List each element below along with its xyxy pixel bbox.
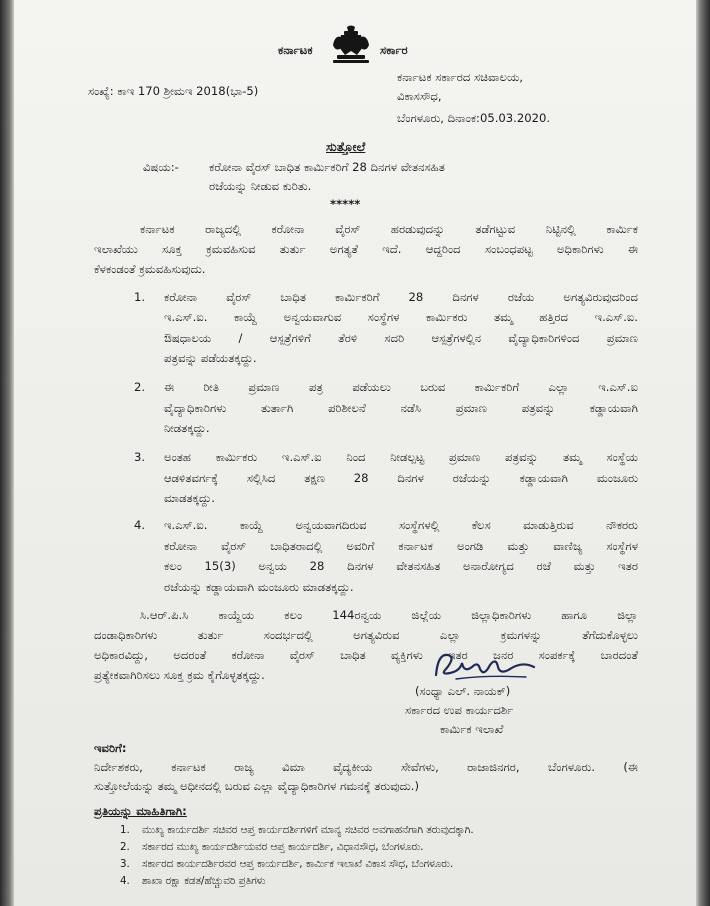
copy-item: ಮುಖ್ಯ ಕಾರ್ಯದರ್ಶಿ ಸಚಿವರ ಆಪ್ತ ಕಾರ್ಯದರ್ಶಿಗಳಿಗೆ ಮಾನ್ಯ ಸಚಿವರ ಅವಗಾಹನೆಗಾಗಿ ತರುವುದಕ್ಕಾಗಿ. <box>142 824 474 836</box>
point-number: 1. <box>134 290 146 304</box>
copy-number: 2. <box>120 841 130 853</box>
signatory-department: ಕಾರ್ಮಿಕ ಇಲಾಖೆ <box>440 722 504 736</box>
point-line: ಈ ರೀತಿ ಪ್ರಮಾಣ ಪತ್ರ ಪಡೆಯಲು ಬರುವ ಕಾರ್ಮಿಕರಿಗೆ ಎಲ್ಲಾ ಇ.ಎಸ್.ಐ <box>164 380 638 394</box>
divider-stars: ***** <box>330 197 361 211</box>
point-line: ಪತ್ರವನ್ನು ಪಡೆಯತಕ್ಕದ್ದು. <box>164 351 257 365</box>
point-line: ವೈದ್ಯಾಧಿಕಾರಿಗಳು ತುರ್ತಾಗಿ ಪರಿಶೀಲನೆ ನಡೆಸಿ ಪ್ರಮಾಣ ಪತ್ರವನ್ನು ಕಡ್ಡಾಯವಾಗಿ <box>164 401 638 415</box>
point-line: ಕರೋನಾ ವೈರಸ್ ಬಾಧಿತರಾದಲ್ಲಿ ಅವರಿಗೆ ಕರ್ನಾಟಕ ಅಂಗಡಿ ಮತ್ತು ವಾಣಿಜ್ಯ ಸಂಸ್ಥೆಗಳ <box>164 539 638 553</box>
signatory-name: (ಸಂಧ್ಯಾ ಎಲ್. ನಾಯಕ್) <box>415 684 511 698</box>
closing-line: ಸಿ.ಆರ್.ಪಿ.ಸಿ ಕಾಯ್ದೆಯ ಕಲಂ 144ರನ್ವಯ ಜಿಲ್ಲೆಯ ಜಿಲ್ಲಾಧಿಕಾರಿಗಳು ಹಾಗೂ ಜಿಲ್ಲಾ <box>140 608 638 622</box>
point-number: 2. <box>134 380 146 394</box>
closing-line: ಪ್ರತ್ಯೇಕವಾಗಿರಿಸಲು ಸೂಕ್ತ ಕ್ರಮ ಕೈಗೊಳ್ಳತಕ್ಕದ್ದು. <box>94 668 265 682</box>
government-label-left: ಕರ್ನಾಟಕ <box>278 43 313 57</box>
copy-number: 4. <box>120 875 130 887</box>
point-number: 4. <box>134 518 146 532</box>
subject-line-2: ರಜೆಯನ್ನು ನೀಡುವ ಕುರಿತು. <box>209 179 312 193</box>
point-line: ಔಷಧಾಲಯ / ಆಸ್ಪತ್ರೆಗಳಿಗೆ ತೆರಳಿ ಸದರಿ ಆಸ್ಪತ್ರೆಗಳಲ್ಲಿನ ವೈದ್ಯಾಧಿಕಾರಿಗಳಿಂದ ಪ್ರಮಾಣ <box>164 331 638 345</box>
office-building: ವಿಕಾಸಸೌಧ, <box>397 89 442 103</box>
point-line: ಆಡಳಿತವರ್ಗಕ್ಕೆ ಸಲ್ಲಿಸಿದ ತಕ್ಷಣ 28 ದಿನಗಳ ರಜೆಯನ್ನು ಕಡ್ಡಾಯವಾಗಿ ಮಂಜೂರು <box>164 471 638 485</box>
place-and-date: ಬೆಂಗಳೂರು, ದಿನಾಂಕ:05.03.2020. <box>397 111 551 125</box>
copy-item: ಸರ್ಕಾರದ ಮುಖ್ಯ ಕಾರ್ಯದರ್ಶಿಯವರ ಆಪ್ತ ಕಾರ್ಯದರ್ಶಿ, ವಿಧಾನಸೌಧ, ಬೆಂಗಳೂರು. <box>142 841 424 853</box>
point-line: ಅಂತಹ ಕಾರ್ಮಿಕರು ಇ.ಎಸ್.ಐ ನಿಂದ ನೀಡಲ್ಪಟ್ಟ ಪ್ರಮಾಣ ಪತ್ರವನ್ನು ತಮ್ಮ ಸಂಸ್ಥೆಯ <box>164 450 638 464</box>
intro-line: ಕರ್ನಾಟಕ ರಾಜ್ಯದಲ್ಲಿ ಕರೋನಾ ವೈರಸ್ ಹರಡುವುದನ್ನು ತಡೆಗಟ್ಟುವ ನಿಟ್ಟಿನಲ್ಲಿ ಕಾರ್ಮಿಕ <box>140 222 638 236</box>
office-name: ಕರ್ನಾಟಕ ಸರ್ಕಾರದ ಸಚಿವಾಲಯ, <box>397 70 524 84</box>
intro-line: ಕೆಳಕಂಡಂತೆ ಕ್ರಮವಹಿಸುವುದು. <box>94 262 206 276</box>
copy-number: 1. <box>120 824 130 836</box>
to-line: ಸುತ್ತೋಲೆಯನ್ನು ತಮ್ಮ ಅಧೀನದಲ್ಲಿ ಬರುವ ಎಲ್ಲಾ ವೈದ್ಯಾಧಿಕಾರಿಗಳ ಗಮನಕ್ಕೆ ತರುವುದು.) <box>94 779 419 793</box>
scan-edge-left <box>0 0 14 906</box>
point-line: ಕರೋನಾ ವೈರಸ್ ಬಾಧಿತ ಕಾರ್ಮಿಕರಿಗೆ 28 ದಿನಗಳ ರಜೆಯ ಅಗತ್ಯವಿರುವುದರಿಂದ <box>164 290 638 304</box>
subject-label: ವಿಷಯ:- <box>143 160 179 174</box>
closing-line: ಅಧಿಕಾರವಿದ್ದು, ಅದರಂತೆ ಕರೋನಾ ವೈರಸ್ ಬಾಧಿತ ವ್ಯಕ್ತಿಗಳು ಇತರ ಜನರ ಸಂಪರ್ಕಕ್ಕೆ ಬಾರದಂತೆ <box>94 648 638 662</box>
point-line: ನೀಡತಕ್ಕದ್ದು. <box>164 421 210 435</box>
point-line: ರಜೆಯನ್ನು ಕಡ್ಡಾಯವಾಗಿ ಮಂಜೂರು ಮಾಡತಕ್ಕದ್ದು. <box>164 580 354 594</box>
reference-number: ಸಂಖ್ಯೆ: ಕಾಇ 170 ಶ್ರೀಮಇ 2018(ಭಾ-5) <box>88 84 259 98</box>
subject-line-1: ಕರೋನಾ ವೈರಸ್ ಬಾಧಿತ ಕಾರ್ಮಿಕರಿಗೆ 28 ದಿನಗಳ ವೇತನಸಹಿತ <box>209 160 445 174</box>
point-number: 3. <box>134 450 146 464</box>
government-label-right: ಸರ್ಕಾರ <box>380 43 408 57</box>
copy-number: 3. <box>120 858 130 870</box>
point-line: ಇ.ಎಸ್.ಐ. ಕಾಯ್ದೆ ಅನ್ವಯವಾಗದಿರುವ ಸಂಸ್ಥೆಗಳಲ್ಲಿ ಕೆಲಸ ಮಾಡುತ್ತಿರುವ ನೌಕರರು <box>164 518 638 532</box>
signatory-designation: ಸರ್ಕಾರದ ಉಪ ಕಾರ್ಯದರ್ಶಿ <box>405 703 514 717</box>
state-emblem-icon <box>327 25 375 65</box>
signature-scribble <box>426 645 546 687</box>
circular-title: ಸುತ್ತೋಲೆ <box>326 139 366 154</box>
point-line: ಮಾಡತಕ್ಕದ್ದು. <box>164 491 215 505</box>
to-label: ಇವರಿಗೆ: <box>94 741 127 755</box>
copies-label: ಪ್ರತಿಯನ್ನು ಮಾಹಿತಿಗಾಗಿ: <box>94 804 187 818</box>
intro-line: ಇಲಾಖೆಯು ಸೂಕ್ತ ಕ್ರಮವಹಿಸುವ ತುರ್ತು ಅಗತ್ಯತೆ ಇದೆ. ಆದ್ದರಿಂದ ಸಂಬಂಧಪಟ್ಟ ಅಧಿಕಾರಿಗಳು ಈ <box>94 242 638 256</box>
scan-edge-right <box>696 0 710 906</box>
closing-line: ದಂಡಾಧಿಕಾರಿಗಳು ತುರ್ತು ಸಂದರ್ಭದಲ್ಲಿ ಅಗತ್ಯವಿರುವ ಎಲ್ಲಾ ಕ್ರಮಗಳನ್ನು ತೆಗೆದುಕೊಳ್ಳಲು <box>94 628 638 642</box>
to-line: ನಿರ್ದೇಶಕರು, ಕರ್ನಾಟಕ ರಾಜ್ಯ ವಿಮಾ ವೈದ್ಯಕೀಯ ಸೇವೆಗಳು, ರಾಜಾಜಿನಗರ, ಬೆಂಗಳೂರು. (ಈ <box>94 760 638 774</box>
point-line: ಇ.ಎಸ್.ಐ. ಕಾಯ್ದೆ ಅನ್ವಯವಾಗುವ ಸಂಸ್ಥೆಗಳ ಕಾರ್ಮಿಕರು ತಮ್ಮ ಹತ್ತಿರದ ಇ.ಎಸ್.ಐ. <box>164 310 638 324</box>
copy-item: ಸರ್ಕಾರದ ಕಾರ್ಯದರ್ಶಿರವರ ಆಪ್ತ ಕಾರ್ಯದರ್ಶಿ, ಕಾರ್ಮಿಕ ಇಲಾಖೆ ವಿಕಾಸ ಸೌಧ, ಬೆಂಗಳೂರು. <box>142 858 454 870</box>
copy-item: ಶಾಖಾ ರಕ್ಷಾ ಕಡತ/ಹೆಚ್ಚುವರಿ ಪ್ರತಿಗಳು <box>142 875 266 887</box>
point-line: ಕಲಂ 15(3) ಅನ್ವಯ 28 ದಿನಗಳ ವೇತನಸಹಿತ ಅನಾರೋಗ್ಯದ ರಜೆ ಮತ್ತು ಇತರ <box>164 559 638 573</box>
